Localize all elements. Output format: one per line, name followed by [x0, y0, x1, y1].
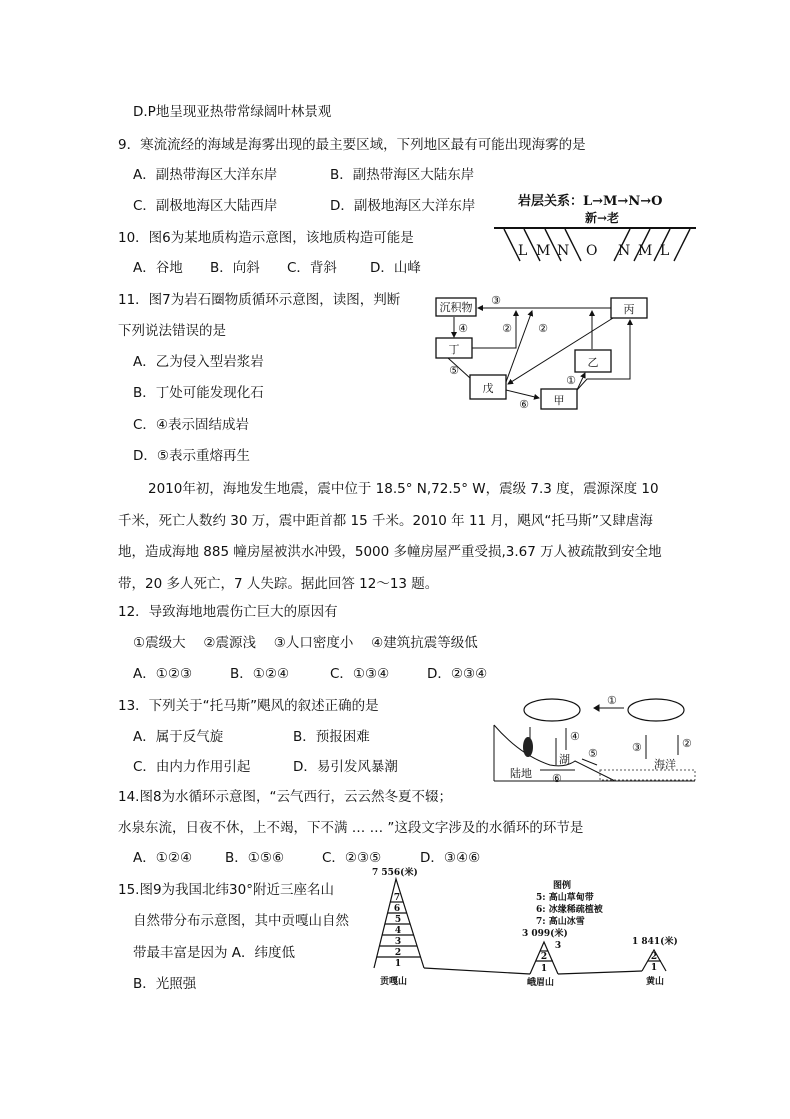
q11-option-c: C．④表示固结成岩	[133, 417, 250, 433]
q13-option-d: D．易引发风暴潮	[293, 759, 398, 775]
label-4: ④	[458, 322, 468, 335]
zone-label: 1	[540, 964, 548, 974]
label-2: ②	[682, 737, 692, 750]
layer-label: O	[586, 243, 598, 259]
q14-option-a: A．①②④	[133, 850, 193, 866]
zone-label: 5	[394, 915, 402, 925]
figure-7-rock-cycle	[430, 290, 660, 415]
q11-stem-1: 11．图7为岩石圈物质循环示意图，读图，判断	[118, 292, 401, 308]
label-3: ③	[491, 294, 501, 307]
label-6: ⑥	[519, 398, 529, 411]
legend-item: 6: 冰缘稀疏植被	[536, 905, 603, 915]
label-5: ⑤	[588, 747, 598, 760]
q14-option-b: B．①⑤⑥	[225, 850, 285, 866]
q9-option-c: C．副极地海区大陆西岸	[133, 198, 278, 214]
legend-item: 7: 高山冰雪	[536, 917, 585, 927]
label-1: ①	[566, 374, 576, 387]
jia-label: 甲	[553, 394, 565, 407]
q8-option-d: D.P地呈现亚热带常绿阔叶林景观	[133, 104, 332, 120]
layer-label: L	[660, 243, 670, 259]
sediment-label: 沉积物	[439, 301, 473, 314]
q15-stem-3: 带最丰富是因为 A．纬度低	[133, 945, 296, 961]
q12-option-a: A．①②③	[133, 666, 193, 682]
q12-option-d: D．②③④	[427, 666, 488, 682]
q9-stem: 9．寒流流经的海域是海雾出现的最主要区域，下列地区最有可能出现海雾的是	[118, 137, 586, 153]
zone-label: 1	[394, 959, 402, 969]
label-6: ⑥	[552, 772, 562, 785]
passage-line: 千米，死亡人数约 30 万，震中距首都 15 千米。2010 年 11 月，飓风“托马斯”又肆虐海	[118, 513, 653, 529]
q9-option-b: B．副热带海区大陆东岸	[330, 167, 475, 183]
passage-line: 带，20 多人死亡，7 人失踪。据此回答 12～13 题。	[118, 576, 439, 592]
layer-label: N	[618, 243, 631, 259]
q11-option-b: B．丁处可能发现化石	[133, 385, 264, 401]
ocean-label: 海洋	[654, 758, 676, 771]
yi-label: 乙	[587, 356, 599, 369]
zone-label: 2	[540, 952, 548, 962]
q14-stem-2: 水泉东流，日夜不休，上不竭，下不满 … … ”这段文字涉及的水循环的环节是	[118, 820, 584, 836]
q13-option-b: B．预报困难	[293, 729, 370, 745]
q12-items: ①震级大 ②震源浅 ③人口密度小 ④建筑抗震等级低	[133, 635, 478, 651]
label-5: ⑤	[449, 364, 459, 377]
q13-option-c: C．由内力作用引起	[133, 759, 251, 775]
zone-label: 4	[394, 926, 402, 936]
q14-option-c: C．②③⑤	[322, 850, 382, 866]
bing-label: 丙	[623, 303, 635, 316]
fig6-title: 岩层关系：L→M→N→O	[518, 194, 663, 209]
q13-option-a: A．属于反气旋	[133, 729, 224, 745]
fig6-subtitle: 新→老	[585, 211, 620, 225]
zone-label: 7	[393, 893, 401, 903]
q15-stem-2: 自然带分布示意图，其中贡嘎山自然	[133, 913, 349, 929]
q15-stem-1: 15.图9为我国北纬30°附近三座名山	[118, 882, 334, 898]
legend-title: 图例	[553, 881, 572, 891]
passage-line: 地，造成海地 885 幢房屋被洪水冲毁，5000 多幢房屋严重受损,3.67 万人被疏散到安全地	[118, 544, 662, 560]
figure-6-geologic-structure	[490, 185, 700, 265]
q12-option-b: B．①②④	[230, 666, 290, 682]
passage-line: 2010年初，海地发生地震，震中位于 18.5° N,72.5° W，震级 7.3 度，震源深度 10	[148, 481, 659, 497]
huangshan-height: 1 841(米)	[632, 937, 678, 947]
q10-stem: 10．图6为某地质构造示意图，该地质构造可能是	[118, 230, 414, 246]
q10-option-c: C．背斜	[287, 260, 337, 276]
q9-option-d: D．副极地海区大洋东岸	[330, 198, 476, 214]
q10-option-a: A．谷地	[133, 260, 183, 276]
q10-option-d: D．山峰	[370, 260, 421, 276]
zone-label: 3	[394, 937, 402, 947]
layer-label: M	[536, 243, 551, 259]
layer-label: N	[557, 243, 570, 259]
emei-height: 3 099(米)	[522, 929, 568, 939]
emei-label: 峨眉山	[527, 978, 555, 986]
label-2: ②	[538, 322, 548, 335]
q11-stem-2: 下列说法错误的是	[118, 323, 226, 339]
layer-label: M	[638, 243, 653, 259]
q12-option-c: C．①③④	[330, 666, 390, 682]
huangshan-label: 黄山	[646, 977, 665, 986]
q14-option-d: D．③④⑥	[420, 850, 481, 866]
gongga-height: 7 556(米)	[372, 868, 418, 878]
q11-option-a: A．乙为侵入型岩浆岩	[133, 354, 264, 370]
zone-label: 2	[650, 952, 658, 962]
gongga-label: 贡嘎山	[380, 977, 408, 986]
legend-item: 5: 高山草甸带	[536, 893, 594, 903]
q10-option-b: B．向斜	[210, 260, 260, 276]
zone-label: 6	[393, 904, 401, 914]
land-label: 陆地	[510, 767, 532, 780]
wu-label: 戊	[482, 382, 494, 395]
q11-option-d: D．⑤表示重熔再生	[133, 448, 250, 464]
q13-stem: 13．下列关于“托马斯”飓风的叙述正确的是	[118, 698, 379, 714]
q12-stem: 12．导致海地地震伤亡巨大的原因有	[118, 604, 338, 620]
figure-9-mountain-zones	[370, 866, 700, 986]
q14-stem-1: 14.图8为水循环示意图，“云气西行，云云然冬夏不辍；	[118, 789, 453, 805]
figure-8-water-cycle	[490, 685, 700, 785]
q9-option-a: A．副热带海区大洋东岸	[133, 167, 278, 183]
label-1: ①	[607, 694, 617, 707]
layer-label: L	[518, 243, 528, 259]
zone-label: 3	[554, 941, 562, 951]
label-2: ②	[502, 322, 512, 335]
ding-label: 丁	[448, 343, 460, 356]
label-3: ③	[632, 741, 642, 754]
zone-label: 1	[650, 963, 658, 973]
zone-label: 2	[394, 948, 402, 958]
label-4: ④	[570, 730, 580, 743]
lake-label: 湖	[559, 753, 570, 766]
q15-option-b: B．光照强	[133, 976, 197, 992]
